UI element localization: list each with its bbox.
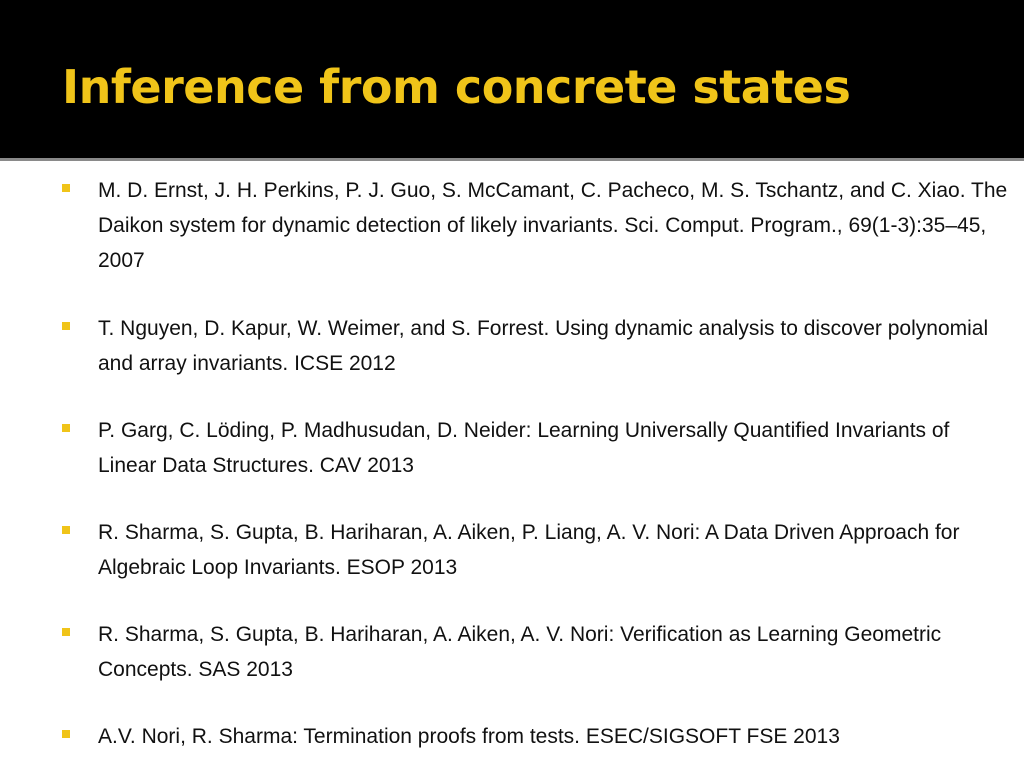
reference-item	[62, 413, 1012, 483]
reference-text: P. Garg, C. Löding, P. Madhusudan, D. Neider: Learning Universally Quantified Invariants of Linear Data Structures. CAV 2013	[98, 419, 950, 477]
square-bullet-icon	[62, 322, 70, 330]
square-bullet-icon	[62, 730, 70, 738]
reference-text: A.V. Nori, R. Sharma: Termination proofs from tests. ESEC/SIGSOFT FSE 2013	[98, 725, 840, 748]
square-bullet-icon	[62, 628, 70, 636]
reference-item	[62, 173, 1012, 278]
reference-text: R. Sharma, S. Gupta, B. Hariharan, A. Aiken, A. V. Nori: Verification as Learning Geometric Concepts. SAS 2013	[98, 623, 942, 681]
reference-item	[62, 515, 1012, 585]
reference-item	[62, 617, 1012, 687]
slide-content	[0, 161, 1024, 768]
square-bullet-icon	[62, 184, 70, 192]
reference-item	[62, 719, 1012, 754]
title-bar	[0, 0, 1024, 158]
square-bullet-icon	[62, 424, 70, 432]
reference-text: M. D. Ernst, J. H. Perkins, P. J. Guo, S. McCamant, C. Pacheco, M. S. Tschantz, and C. Xiao. The Daikon system for dynamic detection of likely invariants. Sci. Comput. Program., 69(1-3):35–45, 2007	[98, 179, 1008, 272]
square-bullet-icon	[62, 526, 70, 534]
reference-item	[62, 311, 1012, 381]
slide-title: Inference from concrete states	[62, 60, 851, 114]
reference-text: T. Nguyen, D. Kapur, W. Weimer, and S. Forrest. Using dynamic analysis to discover polynomial and array invariants. ICSE 2012	[98, 317, 989, 375]
reference-text: R. Sharma, S. Gupta, B. Hariharan, A. Aiken, P. Liang, A. V. Nori: A Data Driven Approach for Algebraic Loop Invariants. ESOP 2013	[98, 521, 960, 579]
